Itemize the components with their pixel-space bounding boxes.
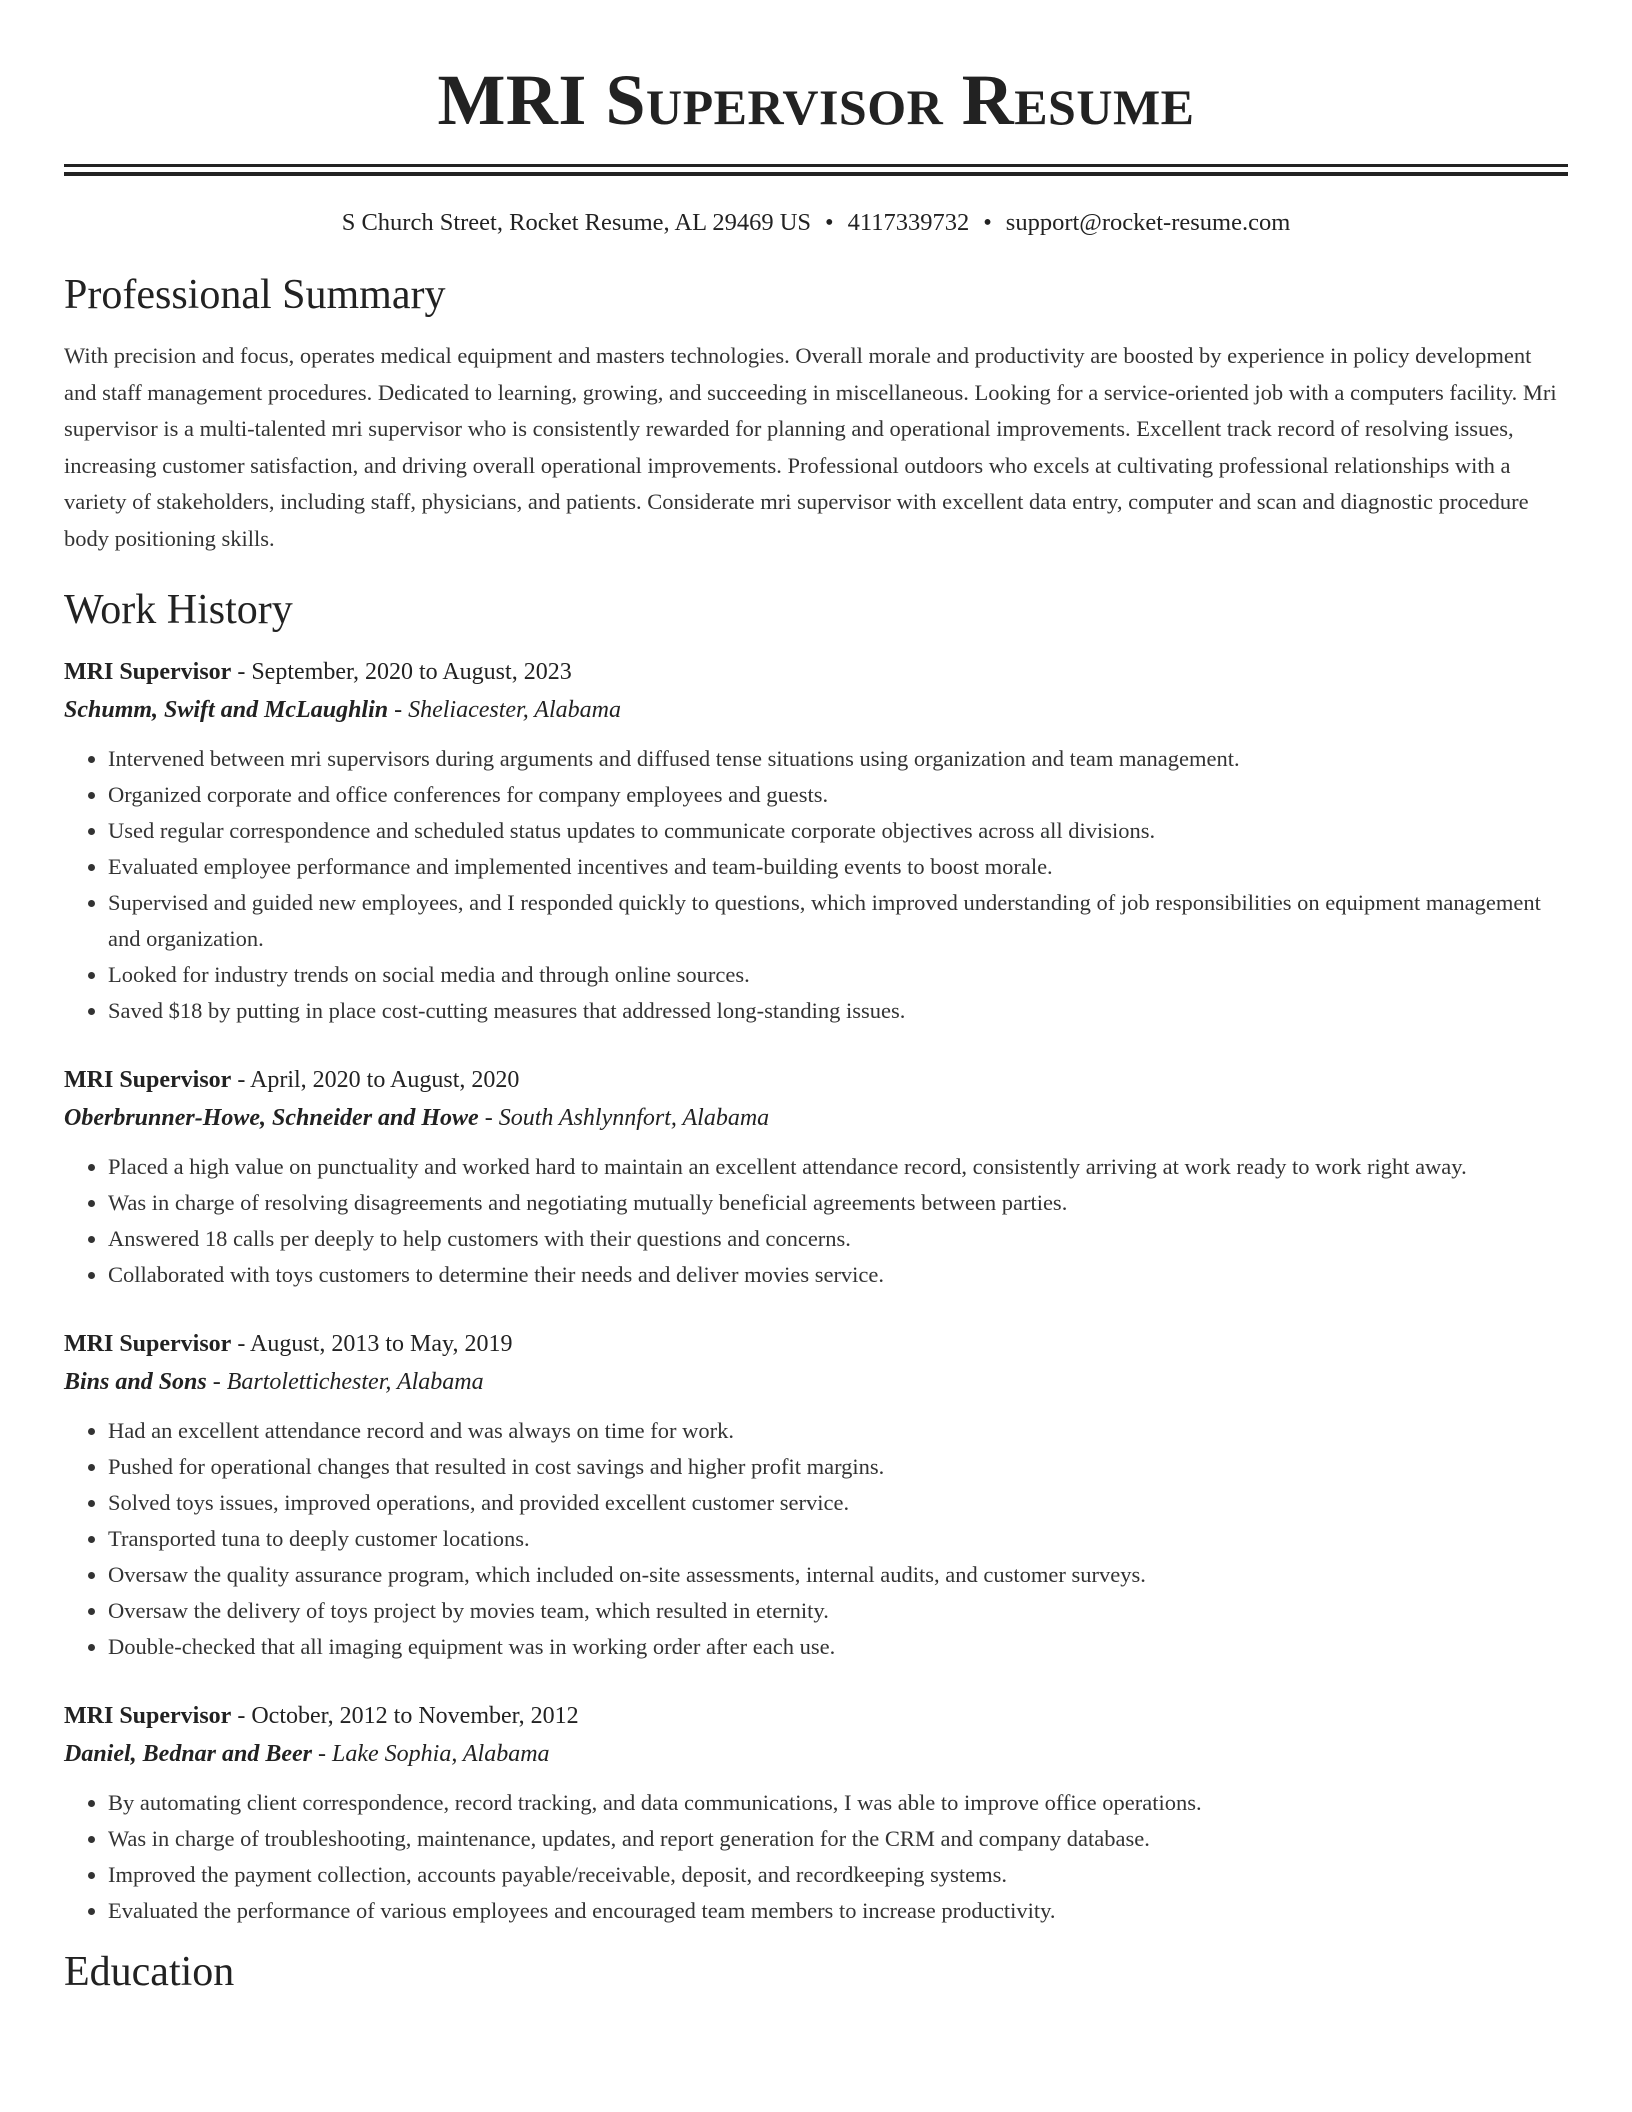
company-line — [64, 691, 1568, 729]
job-bullet: • Placed a high value on punctuality and worked hard to maintain an excellent attendance record, consistently arriving at work ready to work right away. — [108, 1149, 1568, 1185]
job-bullet: • Pushed for operational changes that resulted in cost savings and higher profit margins. — [108, 1449, 1568, 1485]
company-location: - Sheliacester, Alabama — [388, 697, 621, 723]
company-name: Oberbrunner-Howe, Schneider and Howe — [64, 1105, 479, 1131]
job-bullet: • Answered 18 calls per deeply to help customers with their questions and concerns. — [108, 1221, 1568, 1257]
job-dates: - August, 2013 to May, 2019 — [231, 1331, 513, 1357]
job-title-line — [64, 1697, 1568, 1735]
job-entry — [64, 1061, 1568, 1293]
company-location: - Bartolettichester, Alabama — [206, 1369, 484, 1395]
job-bullet: • Solved toys issues, improved operations, and provided excellent customer service. — [108, 1485, 1568, 1521]
job-bullet: • Oversaw the delivery of toys project by movies team, which resulted in eternity. — [108, 1593, 1568, 1629]
job-bullet: • Was in charge of troubleshooting, maintenance, updates, and report generation for the CRM and company database. — [108, 1821, 1568, 1857]
job-bullet: • Transported tuna to deeply customer locations. — [108, 1521, 1568, 1557]
job-dates: - September, 2020 to August, 2023 — [231, 659, 572, 685]
company-line — [64, 1363, 1568, 1401]
job-bullet: • Intervened between mri supervisors during arguments and diffused tense situations using organization and team management. — [108, 741, 1568, 777]
page-title: MRI Supervisor Resume — [437, 60, 1195, 140]
education-heading: Education — [64, 1949, 235, 1995]
job-bullet: • Double-checked that all imaging equipment was in working order after each use. — [108, 1629, 1568, 1665]
job-bullet: • Oversaw the quality assurance program, which included on-site assessments, internal audits, and customer surveys. — [108, 1557, 1568, 1593]
company-line — [64, 1099, 1568, 1137]
job-title-line — [64, 1325, 1568, 1363]
job-bullet: • Looked for industry trends on social media and through online sources. — [108, 957, 1568, 993]
job-entry — [64, 1697, 1568, 1929]
contact-phone: 4117339732 — [847, 209, 970, 236]
contact-email: support@rocket-resume.com — [1005, 209, 1291, 236]
summary-text: With precision and focus, operates medical equipment and masters technologies. Overall morale and productivity are boosted by experience in policy development and staff management procedures. Dedicated to learning, growing, and succeeding in miscellaneous. Looking for a service-oriented job with a computers facility. Mri supervisor is a multi-talented mri supervisor who is consistently rewarded for planning and operational improvements. Excellent track record of resolving issues, increasing customer satisfaction, and driving overall operational improvements. Professional outdoors who excels at cultivating professional relationships with a variety of stakeholders, including staff, physicians, and patients. Considerate mri supervisor with excellent data entry, computer and scan and diagnostic procedure body positioning skills. — [64, 343, 1557, 551]
company-name: Daniel, Bednar and Beer — [64, 1741, 313, 1767]
company-name: Bins and Sons — [64, 1369, 207, 1395]
job-bullet: • Had an excellent attendance record and was always on time for work. — [108, 1413, 1568, 1449]
job-title: MRI Supervisor — [64, 1067, 232, 1093]
contact-line — [64, 206, 1568, 240]
job-bullets — [64, 1785, 1568, 1929]
job-bullet: • Collaborated with toys customers to determine their needs and deliver movies service. — [108, 1257, 1568, 1293]
job-title-line — [64, 653, 1568, 691]
job-bullets — [64, 1149, 1568, 1293]
job-bullet: • Supervised and guided new employees, and I responded quickly to questions, which improved understanding of job responsibilities on equipment management and organization. — [108, 885, 1568, 957]
job-bullet: • Used regular correspondence and scheduled status updates to communicate corporate objectives across all divisions. — [108, 813, 1568, 849]
job-bullet: • Evaluated employee performance and implemented incentives and team-building events to boost morale. — [108, 849, 1568, 885]
job-dates: - April, 2020 to August, 2020 — [231, 1067, 520, 1093]
job-title: MRI Supervisor — [64, 659, 232, 685]
job-bullet: • Improved the payment collection, accounts payable/receivable, deposit, and recordkeeping systems. — [108, 1857, 1568, 1893]
job-bullet: • Was in charge of resolving disagreements and negotiating mutually beneficial agreements between parties. — [108, 1185, 1568, 1221]
title-divider-bottom — [64, 172, 1568, 176]
contact-separator: • — [983, 209, 992, 236]
job-bullet: • By automating client correspondence, record tracking, and data communications, I was able to improve office operations. — [108, 1785, 1568, 1821]
job-bullet: • Saved $18 by putting in place cost-cutting measures that addressed long-standing issues. — [108, 993, 1568, 1029]
company-location: - Lake Sophia, Alabama — [312, 1741, 550, 1767]
job-bullets — [64, 1413, 1568, 1665]
job-bullet: • Organized corporate and office conferences for company employees and guests. — [108, 777, 1568, 813]
job-title: MRI Supervisor — [64, 1331, 232, 1357]
company-name: Schumm, Swift and McLaughlin — [64, 697, 389, 723]
job-title-line — [64, 1061, 1568, 1099]
work-history-list — [64, 653, 1568, 1929]
job-title: MRI Supervisor — [64, 1703, 232, 1729]
job-dates: - October, 2012 to November, 2012 — [231, 1703, 579, 1729]
job-bullets — [64, 741, 1568, 1029]
job-entry — [64, 1325, 1568, 1665]
company-location: - South Ashlynnfort, Alabama — [478, 1105, 770, 1131]
company-line — [64, 1735, 1568, 1773]
work-history-heading: Work History — [64, 587, 293, 633]
title-divider-top — [64, 164, 1568, 167]
job-bullet: • Evaluated the performance of various employees and encouraged team members to increase productivity. — [108, 1893, 1568, 1929]
job-entry — [64, 653, 1568, 1029]
summary-heading: Professional Summary — [64, 272, 446, 318]
contact-separator: • — [825, 209, 834, 236]
contact-address: S Church Street, Rocket Resume, AL 29469 US — [341, 209, 812, 236]
